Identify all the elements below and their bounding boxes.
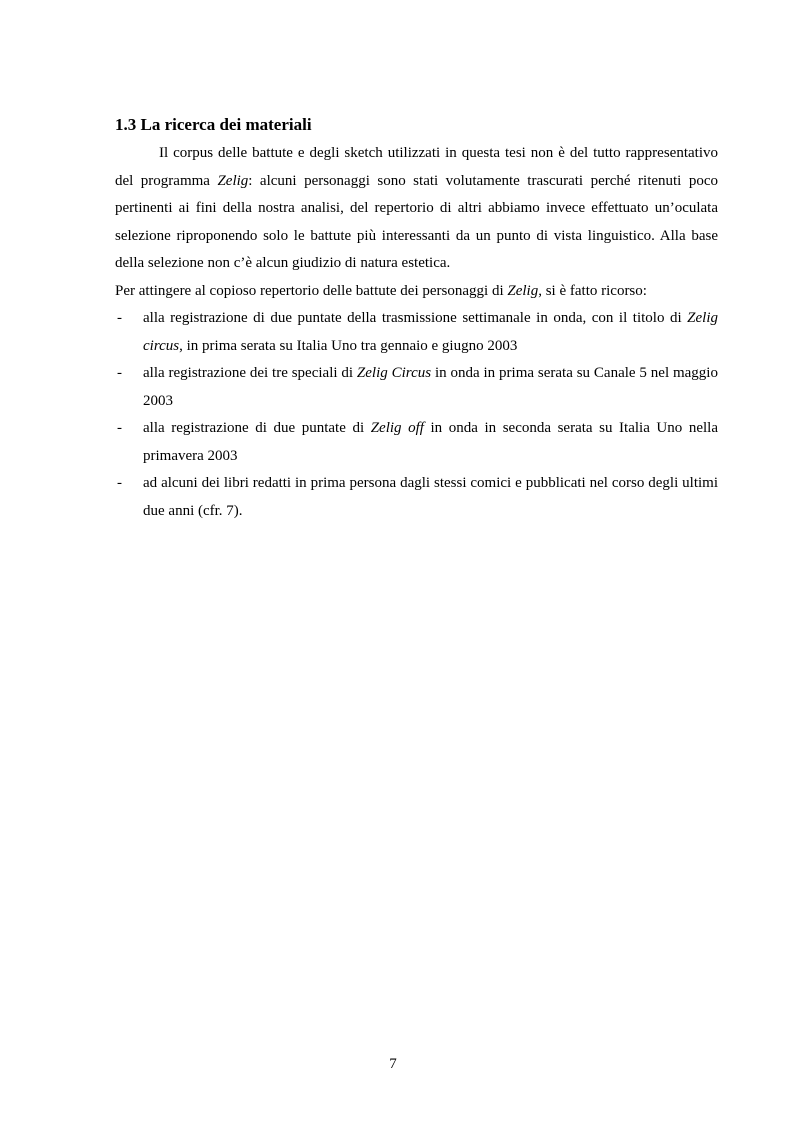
list-item-italic-title: Zelig circus <box>143 310 718 354</box>
list-item <box>115 470 718 525</box>
paragraph-intro-text-1: Il corpus delle battute e degli sketch utilizzati in questa tesi non è del tutto rappresentativo del programma <box>115 145 718 189</box>
paragraph-sources-text-2: , si è fatto ricorso: <box>538 282 647 299</box>
list-item <box>115 360 718 415</box>
list-item-text-after: in onda in prima serata su Canale 5 nel maggio 2003 <box>143 365 718 409</box>
list-item <box>115 305 718 360</box>
list-item <box>115 415 718 470</box>
list-item-text-after: , in prima serata su Italia Uno tra gennaio e giugno 2003 <box>179 337 518 354</box>
paragraph-intro-italic-title: Zelig <box>217 172 249 189</box>
paragraph-intro-text-2: : alcuni personaggi sono stati volutamente trascurati perché ritenuti poco pertinenti ai fini della nostra analisi, del repertorio di altri abbiamo invece effettuato un’oculata selezione riproponendo solo le battute più interessanti da un punto di vista linguistico. Alla base della selezione non c’è alcun giudizio di natura estetica. <box>115 172 718 271</box>
list-dash: - <box>117 310 122 326</box>
list-item-italic-title: Zelig Circus <box>356 365 432 381</box>
page-number: 7 <box>389 1056 397 1072</box>
list-dash: - <box>117 475 122 491</box>
body-text <box>115 140 718 525</box>
paragraph-sources-italic-title: Zelig <box>507 282 539 299</box>
list-item-text-before: alla registrazione di due puntate di <box>143 420 371 436</box>
list-item-text-before: alla registrazione dei tre speciali di <box>143 365 357 381</box>
list-item-text-after: in onda in seconda serata su Italia Uno nella primavera 2003 <box>143 420 718 464</box>
document-page <box>115 0 718 1123</box>
paragraph-intro <box>115 140 718 278</box>
list-dash: - <box>117 365 122 381</box>
paragraph-sources-text-1: Per attingere al copioso repertorio delle battute dei personaggi di <box>115 282 508 299</box>
sources-list <box>115 305 718 525</box>
paragraph-sources-intro <box>115 278 718 306</box>
section-heading: 1.3 La ricerca dei materiali <box>115 115 312 134</box>
list-item-text-before: alla registrazione di due puntate della trasmissione settimanale in onda, con il titolo di <box>143 310 688 326</box>
list-dash: - <box>117 420 122 436</box>
list-item-text-before: ad alcuni dei libri redatti in prima persona dagli stessi comici e pubblicati nel corso degli ultimi due anni (cfr. 7). <box>143 475 718 519</box>
list-item-italic-title: Zelig off <box>370 420 424 436</box>
